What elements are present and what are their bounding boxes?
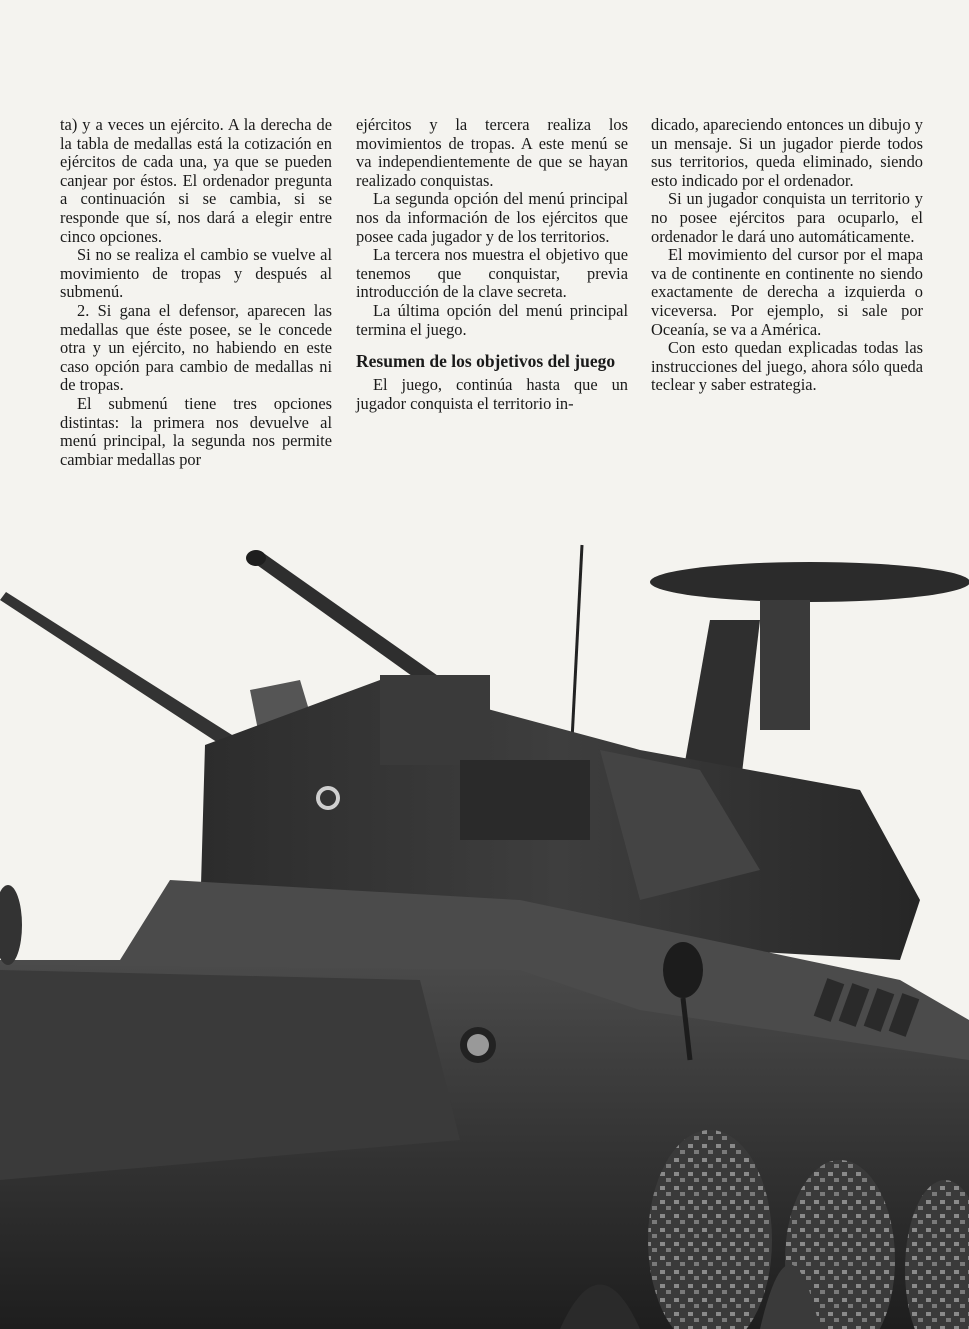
column-3: [651, 116, 923, 395]
paragraph: La segunda opción del menú principal nos da información de los ejércitos que posee cada jugador y de los territorios.: [356, 189, 628, 246]
paragraph: El submenú tiene tres opciones distintas: la primera nos devuelve al menú principal, la segunda nos permite cambiar medallas por: [60, 393, 332, 469]
paragraph: El juego, continúa hasta que un jugador conquista el territorio in-: [356, 375, 628, 413]
column-1: [60, 116, 332, 469]
paragraph: ta) y a veces un ejército. A la derecha de la tabla de medallas está la cotización en ejércitos de cada una, ya que se pueden canjear por éstos. El ordenador pregunta a continuación si se cambia, si se responde que sí, nos dará a elegir entre cinco opciones.: [60, 115, 332, 246]
column-2: [356, 116, 628, 413]
paragraph: 2. Si gana el defensor, aparecen las medallas que éste posee, se le concede otra y un ejército, no habiendo en este caso opción para cambio de medallas ni de tropas.: [60, 300, 332, 395]
armored-vehicle-illustration: [0, 540, 969, 1329]
paragraph: El movimiento del cursor por el mapa va de continente en continente no siendo exactamente de derecha a izquierda o viceversa. Por ejemplo, si sale por Oceanía, se va a América.: [651, 245, 923, 339]
paragraph: dicado, apareciendo entonces un dibujo y un mensaje. Si un jugador pierde todos sus territorios, queda eliminado, siendo esto indicado por el ordenador.: [651, 115, 923, 190]
armored-vehicle-photo: [0, 540, 969, 1329]
article-columns: [60, 116, 926, 506]
paragraph: La última opción del menú principal termina el juego.: [356, 300, 628, 339]
paragraph: Si un jugador conquista un territorio y no posee ejércitos para ocuparlo, el ordenador le dará uno automáticamente.: [651, 189, 923, 246]
paragraph: Con esto quedan explicadas todas las instrucciones del juego, ahora sólo queda teclear y saber estrategia.: [651, 338, 923, 395]
paragraph: La tercera nos muestra el objetivo que tenemos que conquistar, previa introducción de la clave secreta.: [356, 245, 628, 302]
section-heading: Resumen de los objetivos del juego: [356, 351, 616, 372]
paragraph: Si no se realiza el cambio se vuelve al movimiento de tropas y después al submenú.: [60, 245, 332, 302]
paragraph: ejércitos y la tercera realiza los movimientos de tropas. A este menú se va independientemente de que se hayan realizado conquistas.: [356, 115, 628, 190]
